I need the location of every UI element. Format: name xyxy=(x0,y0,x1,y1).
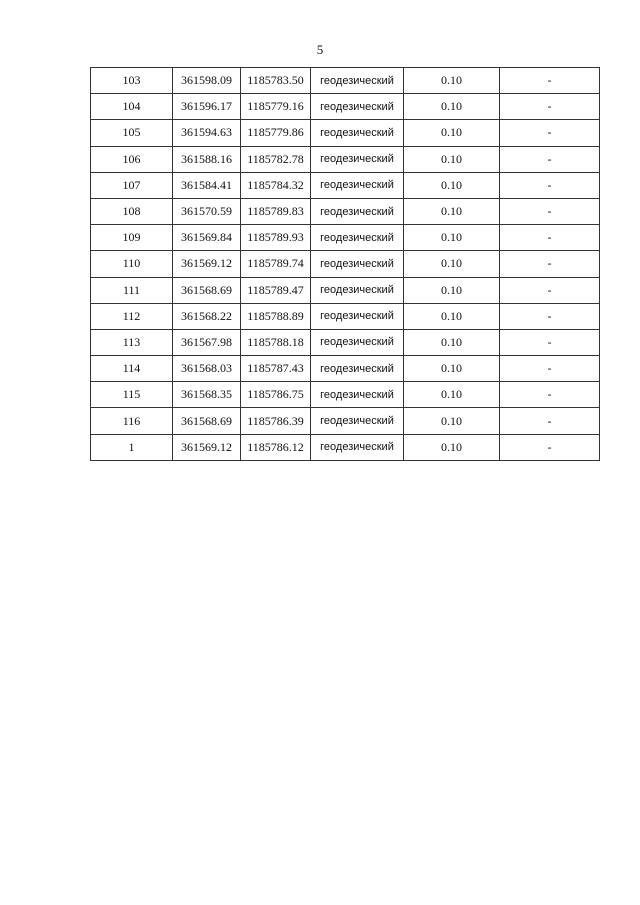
table-row xyxy=(91,172,600,198)
cell-coordinate-y: 1185782.78 xyxy=(241,146,311,172)
cell-method: геодезический xyxy=(311,198,404,224)
cell-accuracy: 0.10 xyxy=(404,303,500,329)
table-row xyxy=(91,198,600,224)
cell-accuracy: 0.10 xyxy=(404,329,500,355)
cell-note: - xyxy=(500,356,600,382)
cell-method: геодезический xyxy=(311,120,404,146)
cell-coordinate-x: 361568.35 xyxy=(173,382,241,408)
cell-coordinate-x: 361568.69 xyxy=(173,408,241,434)
cell-method: геодезический xyxy=(311,251,404,277)
cell-accuracy: 0.10 xyxy=(404,146,500,172)
cell-accuracy: 0.10 xyxy=(404,356,500,382)
cell-accuracy: 0.10 xyxy=(404,225,500,251)
cell-method: геодезический xyxy=(311,94,404,120)
cell-accuracy: 0.10 xyxy=(404,382,500,408)
cell-coordinate-x: 361568.69 xyxy=(173,277,241,303)
cell-point-number: 103 xyxy=(91,68,173,94)
cell-point-number: 113 xyxy=(91,329,173,355)
cell-accuracy: 0.10 xyxy=(404,172,500,198)
cell-note: - xyxy=(500,408,600,434)
cell-point-number: 106 xyxy=(91,146,173,172)
cell-method: геодезический xyxy=(311,68,404,94)
table-row xyxy=(91,94,600,120)
cell-coordinate-x: 361584.41 xyxy=(173,172,241,198)
cell-note: - xyxy=(500,434,600,460)
cell-coordinate-y: 1185788.89 xyxy=(241,303,311,329)
cell-method: геодезический xyxy=(311,225,404,251)
cell-note: - xyxy=(500,277,600,303)
cell-coordinate-y: 1185786.75 xyxy=(241,382,311,408)
cell-point-number: 112 xyxy=(91,303,173,329)
table-row xyxy=(91,225,600,251)
cell-coordinate-x: 361588.16 xyxy=(173,146,241,172)
page-number: 5 xyxy=(316,42,324,57)
cell-note: - xyxy=(500,329,600,355)
cell-coordinate-x: 361568.22 xyxy=(173,303,241,329)
cell-note: - xyxy=(500,225,600,251)
table-row xyxy=(91,434,600,460)
cell-note: - xyxy=(500,172,600,198)
cell-note: - xyxy=(500,68,600,94)
cell-coordinate-y: 1185779.16 xyxy=(241,94,311,120)
cell-method: геодезический xyxy=(311,434,404,460)
cell-point-number: 107 xyxy=(91,172,173,198)
table-row xyxy=(91,356,600,382)
coordinates-table-body xyxy=(91,68,600,461)
cell-accuracy: 0.10 xyxy=(404,120,500,146)
cell-coordinate-x: 361568.03 xyxy=(173,356,241,382)
cell-accuracy: 0.10 xyxy=(404,198,500,224)
cell-coordinate-x: 361594.63 xyxy=(173,120,241,146)
cell-point-number: 111 xyxy=(91,277,173,303)
cell-note: - xyxy=(500,120,600,146)
table-row xyxy=(91,408,600,434)
cell-method: геодезический xyxy=(311,172,404,198)
cell-method: геодезический xyxy=(311,408,404,434)
coordinates-table xyxy=(90,67,600,461)
cell-coordinate-x: 361598.09 xyxy=(173,68,241,94)
cell-coordinate-y: 1185786.39 xyxy=(241,408,311,434)
cell-note: - xyxy=(500,94,600,120)
cell-coordinate-y: 1185784.32 xyxy=(241,172,311,198)
table-row xyxy=(91,120,600,146)
cell-coordinate-x: 361596.17 xyxy=(173,94,241,120)
table-row xyxy=(91,382,600,408)
cell-accuracy: 0.10 xyxy=(404,434,500,460)
cell-coordinate-x: 361569.12 xyxy=(173,251,241,277)
cell-point-number: 109 xyxy=(91,225,173,251)
cell-coordinate-y: 1185789.47 xyxy=(241,277,311,303)
cell-point-number: 1 xyxy=(91,434,173,460)
cell-point-number: 116 xyxy=(91,408,173,434)
cell-coordinate-x: 361569.12 xyxy=(173,434,241,460)
cell-accuracy: 0.10 xyxy=(404,68,500,94)
table-row xyxy=(91,303,600,329)
cell-coordinate-y: 1185788.18 xyxy=(241,329,311,355)
cell-coordinate-x: 361570.59 xyxy=(173,198,241,224)
cell-point-number: 115 xyxy=(91,382,173,408)
cell-coordinate-y: 1185789.74 xyxy=(241,251,311,277)
table-row xyxy=(91,251,600,277)
cell-coordinate-y: 1185787.43 xyxy=(241,356,311,382)
cell-coordinate-y: 1185786.12 xyxy=(241,434,311,460)
cell-coordinate-x: 361567.98 xyxy=(173,329,241,355)
cell-coordinate-y: 1185783.50 xyxy=(241,68,311,94)
cell-method: геодезический xyxy=(311,329,404,355)
table-row xyxy=(91,146,600,172)
cell-method: геодезический xyxy=(311,303,404,329)
cell-note: - xyxy=(500,303,600,329)
cell-note: - xyxy=(500,198,600,224)
cell-point-number: 110 xyxy=(91,251,173,277)
cell-method: геодезический xyxy=(311,146,404,172)
cell-accuracy: 0.10 xyxy=(404,94,500,120)
table-row xyxy=(91,277,600,303)
table-row xyxy=(91,68,600,94)
cell-note: - xyxy=(500,382,600,408)
cell-method: геодезический xyxy=(311,382,404,408)
cell-note: - xyxy=(500,146,600,172)
cell-accuracy: 0.10 xyxy=(404,251,500,277)
table-row xyxy=(91,329,600,355)
cell-point-number: 114 xyxy=(91,356,173,382)
cell-method: геодезический xyxy=(311,277,404,303)
cell-coordinate-x: 361569.84 xyxy=(173,225,241,251)
cell-accuracy: 0.10 xyxy=(404,277,500,303)
cell-coordinate-y: 1185789.93 xyxy=(241,225,311,251)
cell-point-number: 104 xyxy=(91,94,173,120)
cell-point-number: 105 xyxy=(91,120,173,146)
cell-accuracy: 0.10 xyxy=(404,408,500,434)
cell-coordinate-y: 1185779.86 xyxy=(241,120,311,146)
cell-coordinate-y: 1185789.83 xyxy=(241,198,311,224)
cell-method: геодезический xyxy=(311,356,404,382)
cell-point-number: 108 xyxy=(91,198,173,224)
cell-note: - xyxy=(500,251,600,277)
